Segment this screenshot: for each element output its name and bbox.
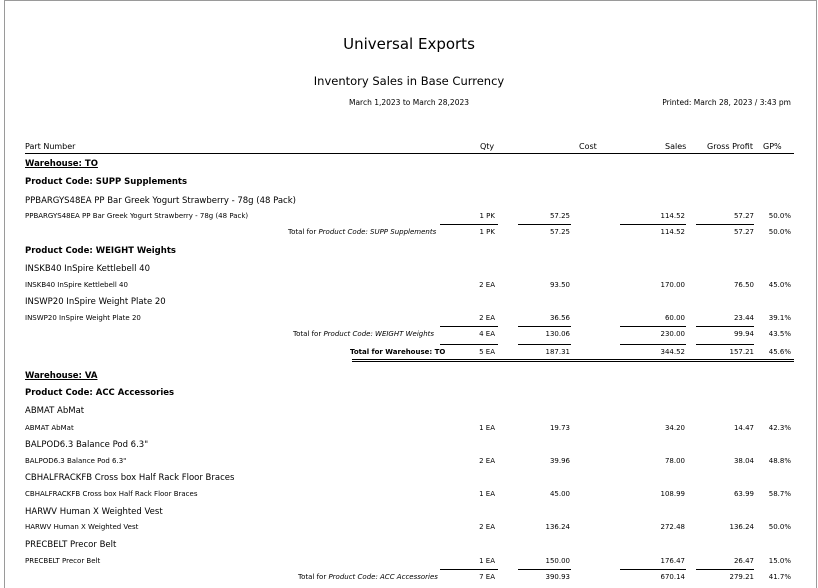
item-cost: 93.50 <box>549 281 570 289</box>
item-gp-pct: 15.0% <box>768 557 791 565</box>
warehouse-total-double-rule <box>352 359 794 362</box>
subtotal-label: Total for Product Code: ACC Accessories <box>298 573 438 581</box>
item-sales: 176.47 <box>660 557 685 565</box>
item-line: CBHALFRACKFB Cross box Half Rack Floor Braces <box>25 490 198 498</box>
col-header-gross-profit: Gross Profit <box>707 142 753 151</box>
item-gross-profit: 23.44 <box>733 314 754 322</box>
subtotal-gross-profit: 279.21 <box>729 573 754 581</box>
item-gp-pct: 58.7% <box>768 490 791 498</box>
item-qty: 2 EA <box>479 314 495 322</box>
printed-timestamp: Printed: March 28, 2023 / 3:43 pm <box>662 98 791 107</box>
subtotal-rule <box>518 569 571 570</box>
warehouse-heading: Warehouse: VA <box>25 371 98 381</box>
item-cost: 45.00 <box>549 490 570 498</box>
item-line: PRECBELT Precor Belt <box>25 557 101 565</box>
item-gross-profit: 136.24 <box>729 523 754 531</box>
header-divider <box>25 153 794 154</box>
subtotal-gross-profit: 99.94 <box>733 330 754 338</box>
subtotal-rule <box>440 569 498 570</box>
item-gross-profit: 14.47 <box>733 424 754 432</box>
item-cost: 36.56 <box>549 314 570 322</box>
item-cost: 39.96 <box>549 457 570 465</box>
col-header-part-number: Part Number <box>25 142 76 151</box>
item-cost: 57.25 <box>549 212 570 220</box>
item-title: HARWV Human X Weighted Vest <box>25 507 163 517</box>
product-code-heading: Product Code: ACC Accessories <box>25 388 175 398</box>
subtotal-rule <box>620 569 686 570</box>
subtotal-label: Total for Product Code: WEIGHT Weights <box>293 330 435 338</box>
date-range: March 1,2023 to March 28,2023 <box>348 98 470 107</box>
item-sales: 170.00 <box>660 281 685 289</box>
col-header-cost: Cost <box>579 142 597 151</box>
item-gross-profit: 76.50 <box>733 281 754 289</box>
item-title: ABMAT AbMat <box>25 406 85 416</box>
item-gp-pct: 39.1% <box>768 314 791 322</box>
total-rule <box>620 344 686 345</box>
subtotal-rule <box>620 224 686 225</box>
item-sales: 108.99 <box>660 490 685 498</box>
item-title: CBHALFRACKFB Cross box Half Rack Floor Braces <box>25 473 235 483</box>
item-qty: 2 EA <box>479 523 495 531</box>
item-line: BALPOD6.3 Balance Pod 6.3" <box>25 457 127 465</box>
warehouse-total-cost: 187.31 <box>545 348 570 356</box>
item-title: INSWP20 InSpire Weight Plate 20 <box>25 297 166 307</box>
item-sales: 60.00 <box>664 314 685 322</box>
warehouse-total-label: Total for Warehouse: TO <box>350 348 446 356</box>
item-gross-profit: 38.04 <box>733 457 754 465</box>
item-gross-profit: 63.99 <box>733 490 754 498</box>
subtotal-sales: 230.00 <box>660 330 685 338</box>
subtotal-rule <box>696 569 754 570</box>
item-qty: 1 EA <box>479 557 495 565</box>
subtotal-sales: 114.52 <box>660 228 685 236</box>
item-qty: 2 EA <box>479 457 495 465</box>
item-qty: 2 EA <box>479 281 495 289</box>
col-header-sales: Sales <box>665 142 687 151</box>
subtotal-gross-profit: 57.27 <box>733 228 754 236</box>
subtotal-rule <box>440 326 498 327</box>
item-gp-pct: 48.8% <box>768 457 791 465</box>
report-title: Inventory Sales in Base Currency <box>313 74 505 88</box>
item-gp-pct: 45.0% <box>768 281 791 289</box>
subtotal-rule <box>620 326 686 327</box>
subtotal-cost: 130.06 <box>545 330 570 338</box>
item-gp-pct: 50.0% <box>768 523 791 531</box>
item-gp-pct: 50.0% <box>768 212 791 220</box>
company-name: Universal Exports <box>343 35 475 53</box>
item-sales: 34.20 <box>664 424 685 432</box>
subtotal-gp-pct: 50.0% <box>768 228 791 236</box>
item-title: PRECBELT Precor Belt <box>25 540 117 550</box>
subtotal-rule <box>696 224 754 225</box>
subtotal-sales: 670.14 <box>660 573 685 581</box>
warehouse-total-qty: 5 EA <box>479 348 495 356</box>
item-cost: 150.00 <box>545 557 570 565</box>
item-line: PPBARGYS48EA PP Bar Greek Yogurt Strawberry - 78g (48 Pack) <box>25 212 249 220</box>
subtotal-gp-pct: 41.7% <box>768 573 791 581</box>
item-cost: 136.24 <box>545 523 570 531</box>
item-gross-profit: 57.27 <box>733 212 754 220</box>
subtotal-cost: 57.25 <box>549 228 570 236</box>
subtotal-label: Total for Product Code: SUPP Supplements <box>288 228 437 236</box>
item-sales: 78.00 <box>664 457 685 465</box>
item-title: PPBARGYS48EA PP Bar Greek Yogurt Strawberry - 78g (48 Pack) <box>25 196 296 206</box>
col-header-gp-pct: GP% <box>763 142 782 151</box>
item-sales: 272.48 <box>660 523 685 531</box>
item-gross-profit: 26.47 <box>733 557 754 565</box>
subtotal-qty: 1 PK <box>479 228 495 236</box>
product-code-heading: Product Code: WEIGHT Weights <box>25 246 176 256</box>
item-qty: 1 EA <box>479 490 495 498</box>
warehouse-total-gross-profit: 157.21 <box>729 348 754 356</box>
item-line: INSWP20 InSpire Weight Plate 20 <box>25 314 141 322</box>
item-line: HARWV Human X Weighted Vest <box>25 523 139 531</box>
total-rule <box>440 344 498 345</box>
warehouse-total-gp-pct: 45.6% <box>768 348 791 356</box>
item-line: INSKB40 InSpire Kettlebell 40 <box>25 281 128 289</box>
warehouse-heading: Warehouse: TO <box>25 159 98 169</box>
subtotal-rule <box>440 224 498 225</box>
subtotal-cost: 390.93 <box>545 573 570 581</box>
product-code-heading: Product Code: SUPP Supplements <box>25 177 188 187</box>
subtotal-qty: 4 EA <box>479 330 495 338</box>
item-qty: 1 PK <box>479 212 495 220</box>
total-rule <box>518 344 571 345</box>
col-header-qty: Qty <box>480 142 495 151</box>
item-sales: 114.52 <box>660 212 685 220</box>
subtotal-rule <box>518 326 571 327</box>
item-qty: 1 EA <box>479 424 495 432</box>
item-gp-pct: 42.3% <box>768 424 791 432</box>
report-page-frame <box>4 0 817 588</box>
item-cost: 19.73 <box>549 424 570 432</box>
subtotal-qty: 7 EA <box>479 573 495 581</box>
warehouse-total-sales: 344.52 <box>660 348 685 356</box>
total-rule <box>696 344 754 345</box>
subtotal-rule <box>696 326 754 327</box>
item-title: BALPOD6.3 Balance Pod 6.3" <box>25 440 149 450</box>
subtotal-rule <box>518 224 571 225</box>
item-line: ABMAT AbMat <box>25 424 74 432</box>
subtotal-gp-pct: 43.5% <box>768 330 791 338</box>
item-title: INSKB40 InSpire Kettlebell 40 <box>25 264 150 274</box>
